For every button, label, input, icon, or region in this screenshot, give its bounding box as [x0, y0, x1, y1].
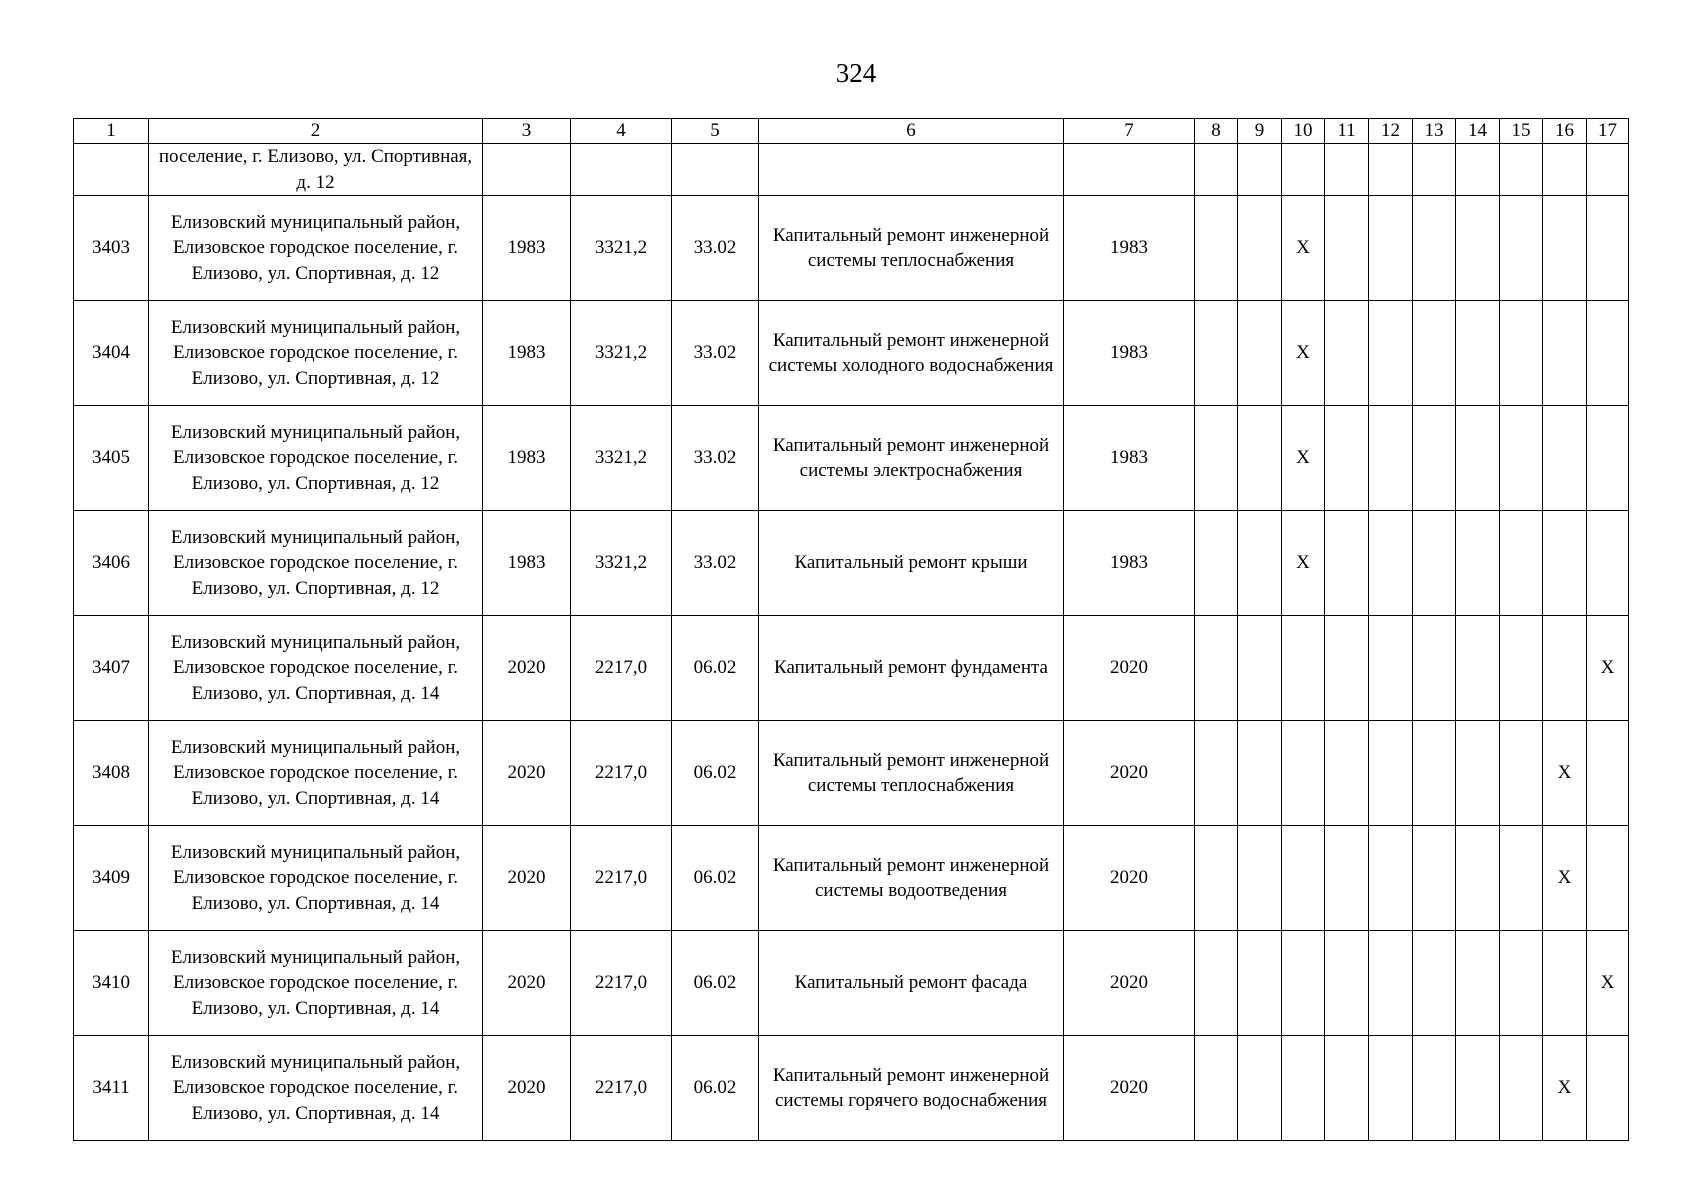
- column-header-13: 13: [1413, 119, 1456, 144]
- row-number-cell: 3404: [74, 301, 149, 406]
- work-type-cell: Капитальный ремонт фасада: [759, 931, 1064, 1036]
- build-year-cell: 1983: [483, 511, 571, 616]
- empty-cell: [1543, 406, 1587, 511]
- empty-cell: [1543, 616, 1587, 721]
- mark-cell: X: [1587, 616, 1629, 721]
- empty-cell: [1587, 301, 1629, 406]
- column-header-15: 15: [1500, 119, 1543, 144]
- work-type-cell: Капитальный ремонт крыши: [759, 511, 1064, 616]
- empty-cell: [1195, 826, 1238, 931]
- column-header-1: 1: [74, 119, 149, 144]
- code-cell: 33.02: [672, 196, 759, 301]
- empty-cell: [1325, 826, 1369, 931]
- build-year-cell: 1983: [483, 196, 571, 301]
- empty-cell: [1543, 301, 1587, 406]
- empty-cell: [1238, 511, 1282, 616]
- empty-cell: [1238, 931, 1282, 1036]
- empty-cell: [1500, 196, 1543, 301]
- empty-cell: [1500, 511, 1543, 616]
- mark-cell: X: [1282, 301, 1325, 406]
- area-cell: 3321,2: [571, 406, 672, 511]
- work-type-cell: Капитальный ремонт фундамента: [759, 616, 1064, 721]
- code-cell: 06.02: [672, 931, 759, 1036]
- area-cell: 2217,0: [571, 826, 672, 931]
- area-cell: 3321,2: [571, 301, 672, 406]
- empty-cell: [1413, 511, 1456, 616]
- empty-cell: [1500, 931, 1543, 1036]
- empty-cell: [1413, 1036, 1456, 1141]
- build-year-cell: 2020: [483, 826, 571, 931]
- empty-cell: [1500, 406, 1543, 511]
- empty-cell: [1325, 1036, 1369, 1141]
- empty-cell: [1195, 616, 1238, 721]
- continuation-address-cell: поселение, г. Елизово, ул. Спортивная, д. 12: [149, 144, 483, 196]
- column-header-4: 4: [571, 119, 672, 144]
- row-number-cell: 3407: [74, 616, 149, 721]
- empty-cell: [1325, 406, 1369, 511]
- address-cell: Елизовский муниципальный район, Елизовское городское поселение, г. Елизово, ул. Спортивная, д. 12: [149, 406, 483, 511]
- address-cell: Елизовский муниципальный район, Елизовское городское поселение, г. Елизово, ул. Спортивная, д. 14: [149, 616, 483, 721]
- work-type-cell: Капитальный ремонт инженерной системы водоотведения: [759, 826, 1064, 931]
- empty-cell: [1325, 616, 1369, 721]
- empty-cell: [1325, 931, 1369, 1036]
- mark-cell: X: [1587, 931, 1629, 1036]
- area-cell: 3321,2: [571, 511, 672, 616]
- column-header-3: 3: [483, 119, 571, 144]
- empty-cell: [1413, 931, 1456, 1036]
- empty-cell: [1500, 616, 1543, 721]
- empty-cell: [1587, 196, 1629, 301]
- empty-cell: [1369, 406, 1413, 511]
- column-header-14: 14: [1456, 119, 1500, 144]
- empty-cell: [1369, 826, 1413, 931]
- year-cell: 1983: [1064, 301, 1195, 406]
- empty-cell: [1456, 826, 1500, 931]
- empty-cell: [1456, 616, 1500, 721]
- row-number-cell: 3408: [74, 721, 149, 826]
- year-cell: 2020: [1064, 721, 1195, 826]
- build-year-cell: 1983: [483, 301, 571, 406]
- column-header-6: 6: [759, 119, 1064, 144]
- table-row: [74, 931, 1629, 1036]
- table-row: [74, 721, 1629, 826]
- code-cell: 33.02: [672, 406, 759, 511]
- code-cell: 06.02: [672, 826, 759, 931]
- empty-cell: [1282, 616, 1325, 721]
- build-year-cell: 2020: [483, 1036, 571, 1141]
- empty-cell: [1238, 406, 1282, 511]
- empty-cell: [1325, 196, 1369, 301]
- column-number-header-row: [74, 119, 1629, 144]
- address-cell: Елизовский муниципальный район, Елизовское городское поселение, г. Елизово, ул. Спортивная, д. 12: [149, 196, 483, 301]
- column-header-16: 16: [1543, 119, 1587, 144]
- year-cell: 2020: [1064, 616, 1195, 721]
- code-cell: 06.02: [672, 616, 759, 721]
- mark-cell: X: [1282, 196, 1325, 301]
- empty-cell: [1282, 721, 1325, 826]
- empty-cell: [1238, 826, 1282, 931]
- build-year-cell: 1983: [483, 406, 571, 511]
- empty-cell: [1369, 931, 1413, 1036]
- row-number-cell: 3411: [74, 1036, 149, 1141]
- address-cell: Елизовский муниципальный район, Елизовское городское поселение, г. Елизово, ул. Спортивная, д. 14: [149, 721, 483, 826]
- column-header-12: 12: [1369, 119, 1413, 144]
- address-cell: Елизовский муниципальный район, Елизовское городское поселение, г. Елизово, ул. Спортивная, д. 14: [149, 826, 483, 931]
- code-cell: 06.02: [672, 1036, 759, 1141]
- empty-cell: [1500, 826, 1543, 931]
- column-header-17: 17: [1587, 119, 1629, 144]
- year-cell: 1983: [1064, 196, 1195, 301]
- table-row: [74, 826, 1629, 931]
- row-number-cell: 3403: [74, 196, 149, 301]
- work-type-cell: Капитальный ремонт инженерной системы холодного водоснабжения: [759, 301, 1064, 406]
- mark-cell: X: [1543, 826, 1587, 931]
- table-row: [74, 196, 1629, 301]
- table-row: [74, 616, 1629, 721]
- empty-cell: [1500, 301, 1543, 406]
- address-cell: Елизовский муниципальный район, Елизовское городское поселение, г. Елизово, ул. Спортивная, д. 14: [149, 1036, 483, 1141]
- work-type-cell: Капитальный ремонт инженерной системы теплоснабжения: [759, 196, 1064, 301]
- empty-cell: [1413, 196, 1456, 301]
- table-body: [74, 119, 1629, 1141]
- empty-cell: [1587, 721, 1629, 826]
- mark-cell: X: [1282, 406, 1325, 511]
- area-cell: 2217,0: [571, 1036, 672, 1141]
- year-cell: 2020: [1064, 931, 1195, 1036]
- empty-cell: [1587, 1036, 1629, 1141]
- repair-schedule-table: [73, 118, 1629, 1141]
- column-header-2: 2: [149, 119, 483, 144]
- empty-cell: [1238, 721, 1282, 826]
- year-cell: 2020: [1064, 826, 1195, 931]
- row-number-cell: 3406: [74, 511, 149, 616]
- empty-cell: [1238, 1036, 1282, 1141]
- row-number-cell: 3410: [74, 931, 149, 1036]
- empty-cell: [1325, 301, 1369, 406]
- empty-cell: [1500, 1036, 1543, 1141]
- empty-cell: [1456, 301, 1500, 406]
- empty-cell: [1456, 196, 1500, 301]
- empty-cell: [1238, 301, 1282, 406]
- code-cell: 33.02: [672, 511, 759, 616]
- code-cell: 33.02: [672, 301, 759, 406]
- empty-cell: [1587, 406, 1629, 511]
- area-cell: 2217,0: [571, 616, 672, 721]
- empty-cell: [1543, 511, 1587, 616]
- empty-cell: [1456, 511, 1500, 616]
- year-cell: 2020: [1064, 1036, 1195, 1141]
- work-type-cell: Капитальный ремонт инженерной системы электроснабжения: [759, 406, 1064, 511]
- empty-cell: [1369, 196, 1413, 301]
- empty-cell: [1369, 616, 1413, 721]
- mark-cell: X: [1543, 721, 1587, 826]
- continuation-row: [74, 144, 1629, 196]
- mark-cell: X: [1282, 511, 1325, 616]
- column-header-8: 8: [1195, 119, 1238, 144]
- address-cell: Елизовский муниципальный район, Елизовское городское поселение, г. Елизово, ул. Спортивная, д. 12: [149, 511, 483, 616]
- build-year-cell: 2020: [483, 721, 571, 826]
- empty-cell: [1413, 616, 1456, 721]
- empty-cell: [1282, 931, 1325, 1036]
- build-year-cell: 2020: [483, 616, 571, 721]
- area-cell: 2217,0: [571, 931, 672, 1036]
- empty-cell: [1587, 511, 1629, 616]
- empty-cell: [1238, 616, 1282, 721]
- empty-cell: [1325, 511, 1369, 616]
- mark-cell: X: [1543, 1036, 1587, 1141]
- empty-cell: [1369, 721, 1413, 826]
- empty-cell: [1282, 1036, 1325, 1141]
- empty-cell: [1456, 721, 1500, 826]
- table-row: [74, 1036, 1629, 1141]
- empty-cell: [1369, 301, 1413, 406]
- table-row: [74, 511, 1629, 616]
- empty-cell: [1500, 721, 1543, 826]
- empty-cell: [1195, 301, 1238, 406]
- area-cell: 2217,0: [571, 721, 672, 826]
- empty-cell: [1369, 1036, 1413, 1141]
- empty-cell: [1195, 511, 1238, 616]
- empty-cell: [1543, 931, 1587, 1036]
- year-cell: 1983: [1064, 511, 1195, 616]
- address-cell: Елизовский муниципальный район, Елизовское городское поселение, г. Елизово, ул. Спортивная, д. 14: [149, 931, 483, 1036]
- empty-cell: [1195, 406, 1238, 511]
- row-number-cell: 3405: [74, 406, 149, 511]
- column-header-11: 11: [1325, 119, 1369, 144]
- empty-cell: [1195, 196, 1238, 301]
- column-header-7: 7: [1064, 119, 1195, 144]
- column-header-5: 5: [672, 119, 759, 144]
- table-row: [74, 301, 1629, 406]
- empty-cell: [1587, 826, 1629, 931]
- empty-cell: [1456, 931, 1500, 1036]
- code-cell: 06.02: [672, 721, 759, 826]
- empty-cell: [1413, 826, 1456, 931]
- empty-cell: [1195, 721, 1238, 826]
- empty-cell: [1413, 406, 1456, 511]
- empty-cell: [1195, 1036, 1238, 1141]
- page-number: 324: [835, 58, 877, 88]
- empty-cell: [1282, 826, 1325, 931]
- column-header-10: 10: [1282, 119, 1325, 144]
- empty-cell: [1456, 1036, 1500, 1141]
- empty-cell: [1195, 931, 1238, 1036]
- work-type-cell: Капитальный ремонт инженерной системы горячего водоснабжения: [759, 1036, 1064, 1141]
- empty-cell: [1369, 511, 1413, 616]
- empty-cell: [1413, 301, 1456, 406]
- area-cell: 3321,2: [571, 196, 672, 301]
- address-cell: Елизовский муниципальный район, Елизовское городское поселение, г. Елизово, ул. Спортивная, д. 12: [149, 301, 483, 406]
- column-header-9: 9: [1238, 119, 1282, 144]
- year-cell: 1983: [1064, 406, 1195, 511]
- work-type-cell: Капитальный ремонт инженерной системы теплоснабжения: [759, 721, 1064, 826]
- build-year-cell: 2020: [483, 931, 571, 1036]
- row-number-cell: 3409: [74, 826, 149, 931]
- table-row: [74, 406, 1629, 511]
- empty-cell: [1413, 721, 1456, 826]
- empty-cell: [1456, 406, 1500, 511]
- empty-cell: [1238, 196, 1282, 301]
- empty-cell: [1543, 196, 1587, 301]
- empty-cell: [1325, 721, 1369, 826]
